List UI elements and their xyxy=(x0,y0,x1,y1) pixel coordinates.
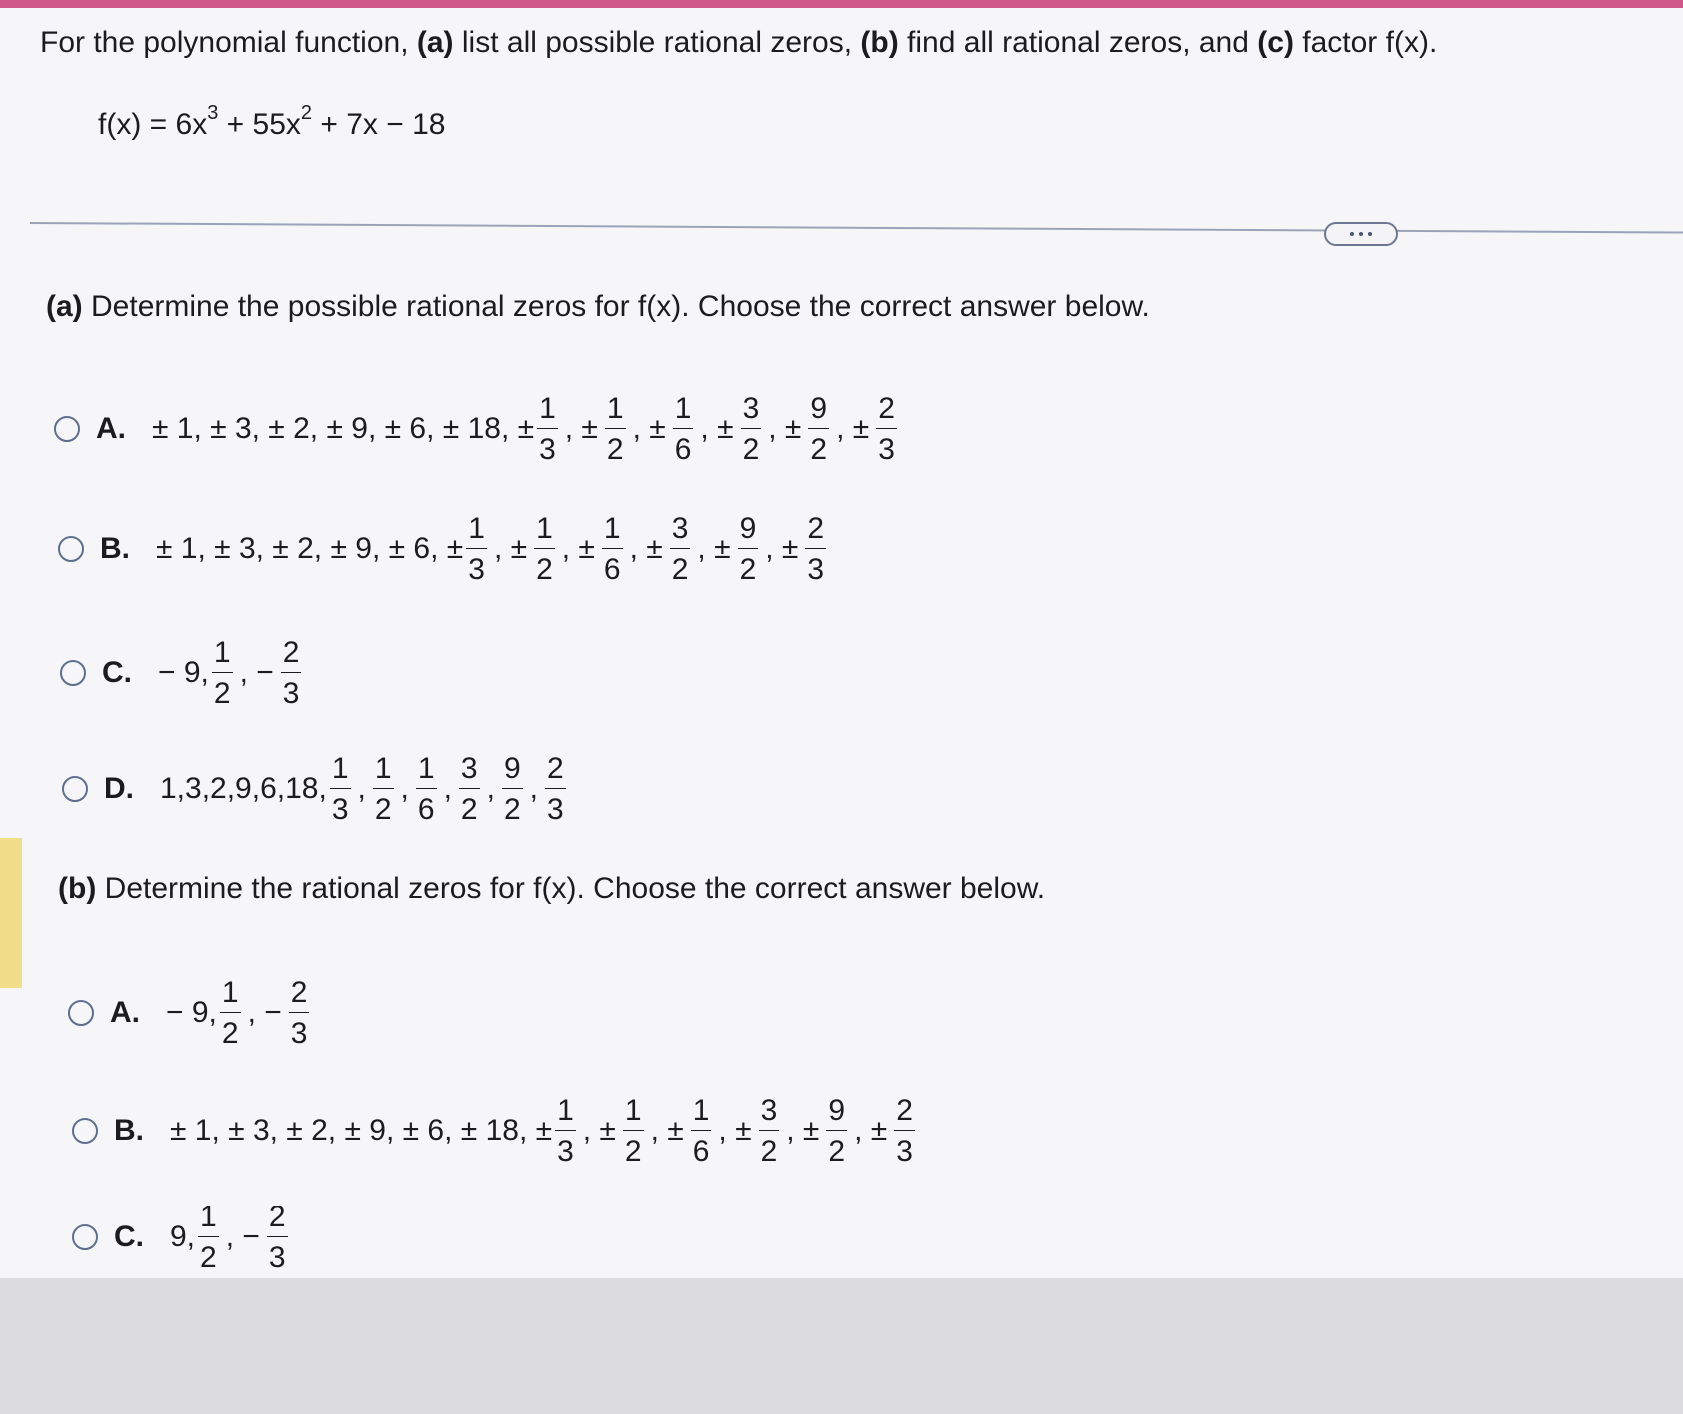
equation-lhs: f(x) = 6x xyxy=(98,108,208,141)
part-a-option-c[interactable] xyxy=(60,636,304,710)
fraction-separator: , ± xyxy=(650,1114,684,1147)
fraction-separator: , ± xyxy=(765,532,799,565)
fraction-separator: , ± xyxy=(768,412,802,445)
fraction xyxy=(759,1094,780,1168)
option-letter: C. xyxy=(114,1220,144,1253)
option-answer xyxy=(158,636,304,710)
fraction-numerator: 2 xyxy=(894,1094,915,1131)
fraction-separator: , ± xyxy=(561,532,595,565)
radio-button-icon[interactable] xyxy=(54,416,80,442)
fraction xyxy=(267,1206,288,1268)
part-a-question xyxy=(46,290,1150,324)
fraction-separator: , xyxy=(400,772,409,805)
problem-instruction xyxy=(40,26,1437,60)
equation-exponent-3: 3 xyxy=(207,102,219,124)
fraction-separator: , ± xyxy=(854,1114,888,1147)
fraction-numerator: 2 xyxy=(876,392,897,429)
option-answer xyxy=(166,976,312,1050)
fraction-numerator: 1 xyxy=(537,392,558,429)
instruction-b: find all rational zeros, and xyxy=(898,26,1258,59)
fraction-denominator: 2 xyxy=(374,793,392,826)
fraction xyxy=(894,1094,915,1168)
fraction-separator: , − xyxy=(239,656,274,689)
fraction-numerator: 2 xyxy=(805,512,826,549)
option-letter: B. xyxy=(114,1114,144,1147)
fraction-separator: , ± xyxy=(582,1114,616,1147)
fraction-numerator: 9 xyxy=(826,1094,847,1131)
fraction xyxy=(691,1094,712,1168)
fraction-numerator: 1 xyxy=(673,392,694,429)
option-answer xyxy=(170,1094,918,1168)
option-lead-text: ± 1, ± 3, ± 2, ± 9, ± 6, ± xyxy=(156,532,464,565)
fraction-separator: , ± xyxy=(786,1114,820,1147)
fraction-denominator: 2 xyxy=(536,553,553,586)
option-answer xyxy=(170,1206,291,1268)
fraction xyxy=(502,752,523,826)
option-letter: D. xyxy=(104,772,134,805)
radio-button-icon[interactable] xyxy=(72,1118,98,1144)
fraction-denominator: 3 xyxy=(546,793,564,826)
bottom-area xyxy=(0,1278,1683,1414)
fraction xyxy=(212,636,233,710)
top-accent-strip xyxy=(0,0,1683,8)
radio-button-icon[interactable] xyxy=(62,776,88,802)
more-dot-icon xyxy=(1368,232,1372,236)
fraction-denominator: 6 xyxy=(692,1135,710,1168)
fraction-denominator: 2 xyxy=(671,553,689,586)
fraction-denominator: 2 xyxy=(606,433,624,466)
fraction xyxy=(537,392,558,466)
part-a-option-d[interactable] xyxy=(62,752,569,826)
fraction-numerator: 3 xyxy=(670,512,691,549)
fraction xyxy=(738,512,759,586)
part-b-label: (b) xyxy=(58,872,97,905)
fraction-separator: , − xyxy=(247,996,282,1029)
fraction xyxy=(459,752,480,826)
fraction xyxy=(602,512,623,586)
fraction-denominator: 6 xyxy=(417,793,435,826)
fraction xyxy=(373,752,394,826)
fraction-denominator: 6 xyxy=(674,433,692,466)
left-highlight-marker xyxy=(0,838,22,988)
part-b-option-b[interactable] xyxy=(72,1094,918,1168)
fraction xyxy=(534,512,555,586)
instruction-a: list all possible rational zeros, xyxy=(453,26,861,59)
fraction xyxy=(805,512,826,586)
fraction-separator: , ± xyxy=(700,412,734,445)
fraction-separator: , ± xyxy=(493,532,528,565)
fraction-denominator: 2 xyxy=(828,1135,846,1168)
fraction-numerator: 2 xyxy=(281,636,302,673)
radio-button-icon[interactable] xyxy=(58,536,84,562)
more-dot-icon xyxy=(1359,232,1363,236)
fraction xyxy=(623,1094,644,1168)
fraction-denominator: 2 xyxy=(810,433,828,466)
fraction xyxy=(555,1094,576,1168)
radio-button-icon[interactable] xyxy=(60,660,86,686)
fraction xyxy=(545,752,566,826)
fraction-numerator: 1 xyxy=(466,512,487,549)
option-answer xyxy=(160,752,569,826)
fraction-separator: , ± xyxy=(632,412,666,445)
fraction-denominator: 3 xyxy=(807,553,825,586)
fraction-separator: , xyxy=(357,772,366,805)
fraction-numerator: 1 xyxy=(691,1094,712,1131)
fraction-denominator: 2 xyxy=(739,553,757,586)
fraction-denominator: 2 xyxy=(760,1135,778,1168)
fraction-separator: , ± xyxy=(836,412,870,445)
option-lead-text: ± 1, ± 3, ± 2, ± 9, ± 6, ± 18, ± xyxy=(170,1114,553,1147)
fraction-numerator: 9 xyxy=(502,752,523,789)
more-dot-icon xyxy=(1350,232,1354,236)
fraction-denominator: 2 xyxy=(213,677,231,710)
fraction-numerator: 9 xyxy=(738,512,759,549)
instruction-c: factor f(x). xyxy=(1293,26,1438,59)
option-letter: C. xyxy=(102,656,132,689)
fraction-numerator: 1 xyxy=(212,636,233,673)
fraction-denominator: 3 xyxy=(290,1017,308,1050)
radio-button-icon[interactable] xyxy=(68,1000,94,1026)
fraction-separator: , xyxy=(529,772,538,805)
fraction-numerator: 1 xyxy=(555,1094,576,1131)
fraction-numerator: 9 xyxy=(808,392,829,429)
fraction-denominator: 3 xyxy=(331,793,349,826)
equation-exponent-2: 2 xyxy=(300,102,313,124)
fraction-denominator: 3 xyxy=(268,1241,286,1268)
part-b-option-c[interactable] xyxy=(72,1206,291,1268)
fraction-separator: , − xyxy=(225,1220,260,1253)
fraction-denominator: 2 xyxy=(742,433,760,466)
fraction-numerator: 1 xyxy=(373,752,394,789)
fraction xyxy=(605,392,626,466)
fraction-denominator: 3 xyxy=(468,553,485,586)
polynomial-equation xyxy=(98,102,446,142)
fraction xyxy=(416,752,437,826)
option-answer xyxy=(156,512,829,586)
fraction-numerator: 2 xyxy=(267,1206,288,1237)
fraction-separator: , xyxy=(486,772,495,805)
fraction-denominator: 6 xyxy=(603,553,621,586)
option-letter: B. xyxy=(100,532,130,565)
option-letter: A. xyxy=(96,412,126,445)
part-a-tag: (a) xyxy=(416,26,454,59)
part-b-question xyxy=(58,872,1045,906)
fraction-numerator: 1 xyxy=(623,1094,644,1131)
fraction-denominator: 2 xyxy=(503,793,521,826)
fraction-numerator: 2 xyxy=(289,976,310,1013)
option-lead-text: 9, xyxy=(170,1220,196,1253)
fraction-denominator: 3 xyxy=(539,433,556,466)
fraction-denominator: 3 xyxy=(282,677,300,710)
option-lead-text: 1,3,2,9,6,18, xyxy=(160,772,327,805)
fraction xyxy=(826,1094,847,1168)
part-a-option-b[interactable] xyxy=(58,512,829,586)
fraction-numerator: 3 xyxy=(759,1094,780,1131)
part-a-option-a[interactable] xyxy=(54,392,900,466)
equation-mid: + 55x xyxy=(218,108,301,141)
fraction-numerator: 1 xyxy=(330,752,351,789)
fraction-denominator: 3 xyxy=(896,1135,913,1168)
fraction-numerator: 1 xyxy=(416,752,437,789)
part-b-text: Determine the rational zeros for f(x). Choose the correct answer below. xyxy=(96,872,1046,905)
equation-rhs: + 7x − 18 xyxy=(312,108,446,141)
fraction-numerator: 1 xyxy=(534,512,555,549)
fraction xyxy=(330,752,351,826)
option-lead-text: − 9, xyxy=(158,656,209,689)
fraction-denominator: 2 xyxy=(221,1017,239,1050)
more-options-button[interactable] xyxy=(1324,222,1398,246)
fraction xyxy=(198,1206,219,1268)
part-c-tag: (c) xyxy=(1257,26,1294,59)
fraction-denominator: 2 xyxy=(624,1135,642,1168)
fraction xyxy=(673,392,694,466)
fraction xyxy=(876,392,897,466)
option-lead-text: ± 1, ± 3, ± 2, ± 9, ± 6, ± 18, ± xyxy=(152,412,535,445)
fraction-numerator: 1 xyxy=(220,976,241,1013)
instruction-pre: For the polynomial function, xyxy=(40,26,417,59)
fraction xyxy=(741,392,762,466)
fraction-numerator: 1 xyxy=(605,392,626,429)
fraction-numerator: 3 xyxy=(741,392,762,429)
fraction xyxy=(808,392,829,466)
fraction-separator: , ± xyxy=(718,1114,752,1147)
part-b-tag: (b) xyxy=(860,26,899,59)
radio-button-icon[interactable] xyxy=(72,1224,98,1250)
fraction xyxy=(670,512,691,586)
fraction-denominator: 2 xyxy=(460,793,478,826)
part-a-text: Determine the possible rational zeros for f(x). Choose the correct answer below. xyxy=(82,290,1150,323)
part-a-label: (a) xyxy=(46,290,83,323)
fraction-numerator: 1 xyxy=(198,1206,219,1237)
fraction-denominator: 2 xyxy=(200,1241,217,1268)
fraction-separator: , xyxy=(443,772,452,805)
fraction xyxy=(281,636,302,710)
fraction-numerator: 3 xyxy=(459,752,480,789)
fraction-denominator: 3 xyxy=(878,433,895,466)
fraction xyxy=(466,512,487,586)
option-letter: A. xyxy=(110,996,140,1029)
fraction-numerator: 1 xyxy=(602,512,623,549)
fraction-denominator: 3 xyxy=(557,1135,574,1168)
fraction-numerator: 2 xyxy=(545,752,566,789)
option-answer xyxy=(152,392,900,466)
fraction xyxy=(220,976,241,1050)
fraction-separator: , ± xyxy=(564,412,598,445)
fraction-separator: , ± xyxy=(697,532,731,565)
option-lead-text: − 9, xyxy=(166,996,217,1029)
part-b-option-a[interactable] xyxy=(68,976,312,1050)
fraction xyxy=(289,976,310,1050)
fraction-separator: , ± xyxy=(629,532,663,565)
